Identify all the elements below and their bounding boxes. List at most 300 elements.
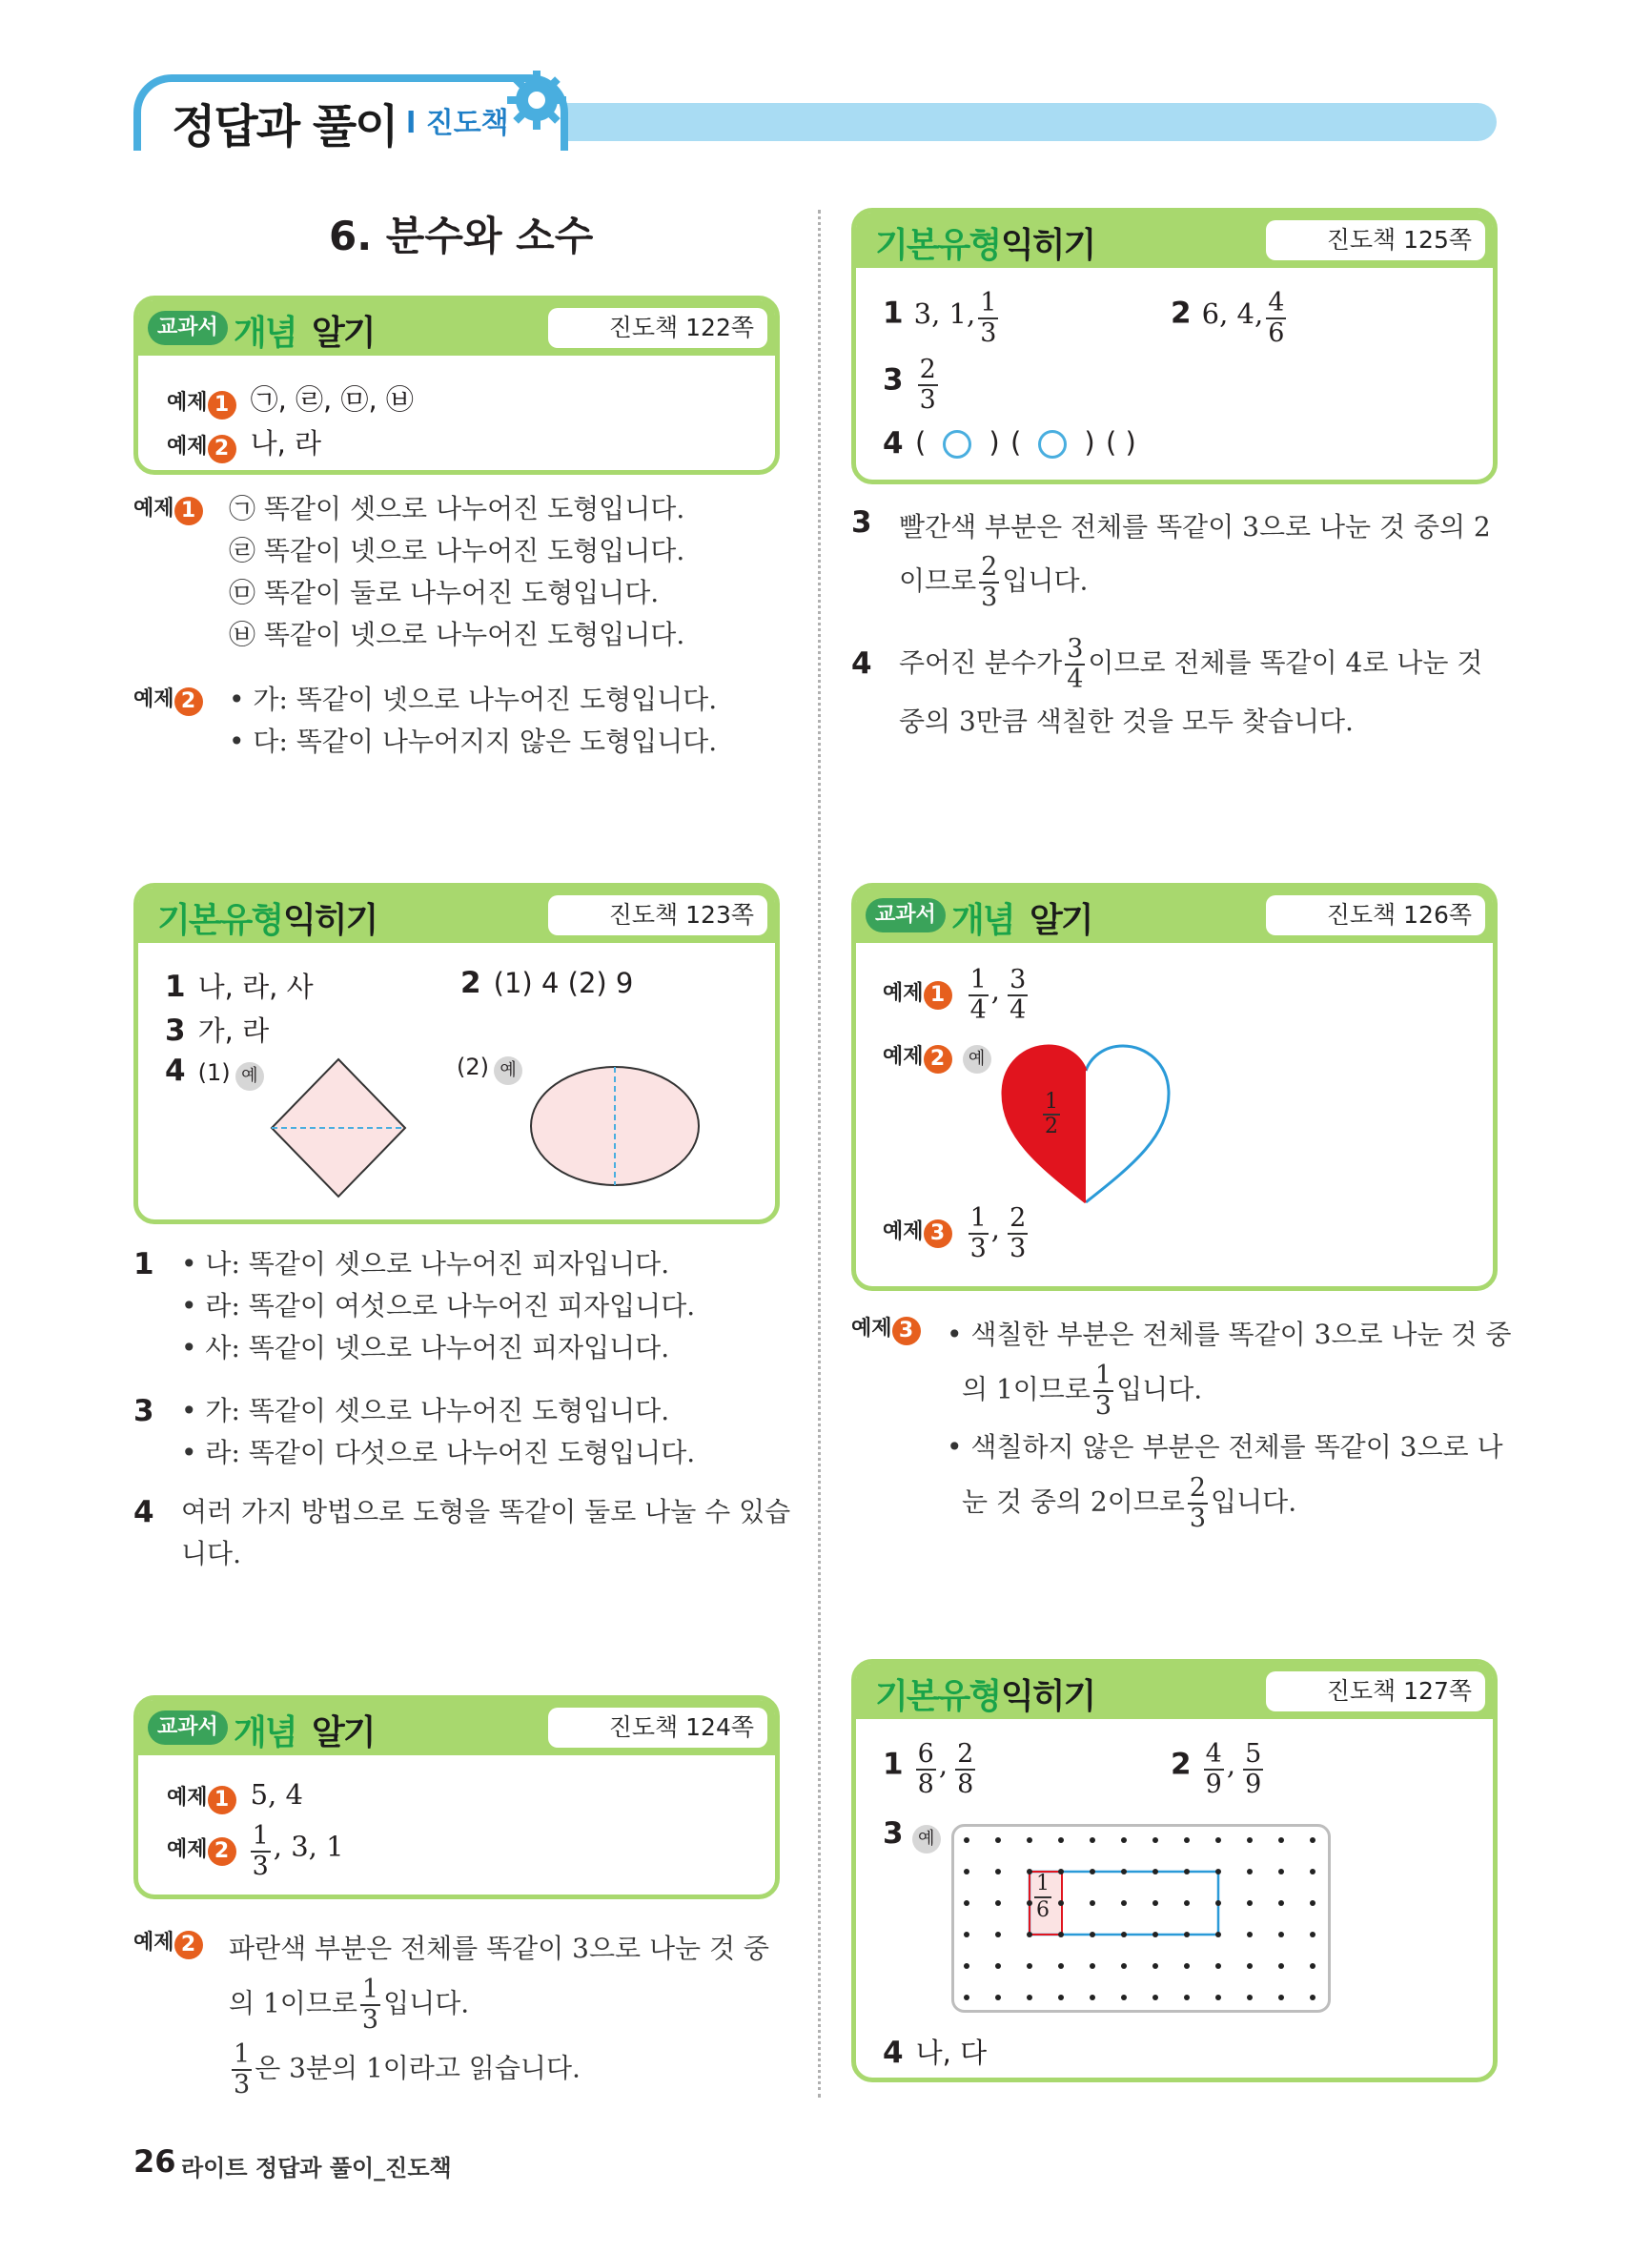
heart-figure	[999, 1040, 1173, 1208]
grid-dot	[1184, 1837, 1190, 1843]
grid-dot	[995, 1963, 1001, 1969]
grid-dot	[1058, 1963, 1064, 1969]
explanation-example-2	[133, 683, 203, 716]
explanation-line: • 색칠하지 않은 부분은 전체를 똑같이 3으로 나	[947, 1431, 1503, 1463]
question-4-row	[883, 2032, 987, 2071]
numerator: 1	[234, 2039, 251, 2069]
box-header	[856, 888, 1493, 943]
grid-dot	[1215, 1995, 1221, 2000]
question-number: 4	[165, 1054, 186, 1088]
question-number: 2	[460, 966, 481, 1000]
box-title-basic-type: 기본유형	[157, 901, 283, 940]
example-label: 예제	[133, 497, 174, 521]
box-title-know: 알기	[312, 314, 375, 353]
fraction	[360, 1976, 380, 2035]
question-2-row	[1171, 1740, 1266, 1799]
grid-dot	[1058, 1837, 1064, 1843]
grid-dot	[1278, 1995, 1284, 2000]
page-reference: 진도책 123쪽	[548, 895, 767, 935]
numerator: 1	[969, 1203, 987, 1233]
fraction	[918, 356, 938, 415]
grid-dot	[1278, 1963, 1284, 1969]
question-1-answer: 나, 라, 사	[197, 971, 314, 1003]
example-marker: 예	[235, 1062, 264, 1091]
explanation-line	[947, 1362, 1511, 1421]
explanation-question-3	[181, 1390, 695, 1474]
question-number: 2	[1171, 1747, 1192, 1782]
box-title-concept: 개념	[234, 314, 296, 353]
fraction	[1093, 1362, 1113, 1421]
fraction	[916, 1740, 936, 1799]
example-1-answer-row	[167, 1778, 303, 1814]
explanation-line: ㉥ 똑같이 넷으로 나누어진 도형입니다.	[229, 619, 685, 650]
fraction	[1008, 1204, 1028, 1263]
example-label: 예제	[851, 1317, 892, 1341]
comma: ,	[1226, 1748, 1236, 1781]
example-label: 예제	[883, 1045, 924, 1069]
box-title-practice: 익히기	[1001, 1677, 1095, 1716]
chapter-title: 6. 분수와 소수	[329, 213, 594, 259]
explanation-question-4	[181, 1491, 790, 1575]
denominator: 9	[1245, 1770, 1262, 1799]
example-number-badge: 1	[208, 1786, 236, 1814]
grid-dot	[1184, 1900, 1190, 1906]
denominator: 3	[981, 583, 998, 612]
textbook-tag: 교과서	[866, 898, 946, 932]
ellipse-figure	[524, 1059, 705, 1193]
explanation-example-3	[851, 1312, 921, 1345]
grid-dot	[1121, 1932, 1127, 1937]
explanation-question-4	[899, 635, 1482, 749]
question-4-part-2-row	[457, 1054, 522, 1085]
grid-dot	[1058, 1900, 1064, 1906]
grid-dot	[1027, 1932, 1032, 1937]
example-marker: 예	[912, 1825, 941, 1854]
question-1-row	[883, 1740, 978, 1799]
explanation-line: • 라: 똑같이 여섯으로 나누어진 피자입니다.	[181, 1290, 696, 1321]
fraction	[969, 966, 989, 1025]
text-part: 입니다.	[1211, 1485, 1297, 1518]
grid-dot	[1310, 1963, 1315, 1969]
fraction	[1266, 289, 1286, 348]
grid-dot	[1027, 1837, 1032, 1843]
grid-dot	[1090, 1995, 1095, 2000]
numerator: 1	[980, 288, 997, 317]
box-title-know: 알기	[1030, 901, 1092, 940]
grid-dot	[1121, 1900, 1127, 1906]
numerator: 5	[1245, 1739, 1262, 1769]
example-label: 예제	[167, 1837, 208, 1862]
text-part: 입니다.	[383, 1987, 470, 2019]
grid-dot	[1184, 1995, 1190, 2000]
example-1-answer: ㉠, ㉣, ㉤, ㉥	[250, 383, 414, 416]
question-number: 1	[883, 1747, 904, 1782]
question-4-answer-parens: ( ) ( ) ( )	[915, 426, 1136, 459]
explanation-example-2-text	[229, 679, 717, 763]
question-1-row	[883, 289, 1001, 348]
grid-dot	[1184, 1932, 1190, 1937]
box-title-basic-type: 기본유형	[875, 226, 1001, 265]
example-2-answer-row	[167, 1822, 344, 1881]
comma: ,	[938, 1748, 948, 1781]
example-2-answer-rest: , 3, 1	[273, 1830, 344, 1863]
fraction	[251, 1822, 271, 1881]
example-marker: 예	[494, 1056, 522, 1085]
example-number-badge: 1	[208, 391, 236, 420]
grid-dot	[1247, 1869, 1253, 1874]
heart-fraction	[1040, 1091, 1063, 1138]
explanation-line	[899, 553, 1491, 612]
example-label: 예제	[133, 1931, 174, 1955]
grid-dot	[1090, 1900, 1095, 1906]
dot-grid-figure	[951, 1824, 1333, 2015]
grid-dot	[1121, 1837, 1127, 1843]
grid-dot	[1090, 1869, 1095, 1874]
grid-dot	[1310, 1900, 1315, 1906]
grid-dot	[995, 1932, 1001, 1937]
text-part: 입니다.	[1002, 564, 1089, 597]
explanation-line	[899, 635, 1482, 694]
footer-text: 라이트 정답과 풀이_진도책	[181, 2155, 452, 2181]
question-3-row	[883, 356, 941, 415]
column-divider	[818, 210, 821, 2098]
grid-dot	[1278, 1932, 1284, 1937]
grid-dot	[1278, 1837, 1284, 1843]
example-number-badge: 3	[892, 1317, 921, 1345]
comma: ,	[990, 1212, 1001, 1245]
explanation-line: • 색칠한 부분은 전체를 똑같이 3으로 나눈 것 중	[947, 1319, 1512, 1350]
example-label: 예제	[167, 391, 208, 415]
grid-dot	[1215, 1869, 1221, 1874]
numerator: 2	[919, 355, 936, 384]
question-number: 4	[133, 1495, 154, 1529]
grid-dot	[995, 1837, 1001, 1843]
numerator: 4	[1205, 1739, 1222, 1769]
concept-box-124	[133, 1695, 780, 1899]
grid-dot	[1310, 1932, 1315, 1937]
fraction	[1188, 1474, 1208, 1533]
grid-dot	[1152, 1869, 1158, 1874]
question-number: 3	[851, 505, 872, 540]
empty-parens: ( )	[1106, 426, 1136, 459]
text-part: 의 1이므로	[962, 1373, 1091, 1405]
text-part: 주어진 분수가	[899, 646, 1063, 679]
grid-dot	[1215, 1932, 1221, 1937]
denominator: 3	[361, 2005, 379, 2035]
explanation-example-2	[133, 1926, 203, 1959]
text-part: 이므로	[899, 564, 977, 597]
fraction	[978, 289, 998, 348]
explanation-example-2-text	[229, 1922, 769, 2099]
grid-dot	[964, 1932, 969, 1937]
grid-dot	[1310, 1869, 1315, 1874]
fraction	[969, 1204, 989, 1263]
explanation-line: • 라: 똑같이 다섯으로 나누어진 도형입니다.	[181, 1437, 696, 1468]
page-header-subtitle: l 진도책	[406, 107, 509, 140]
question-2-answer: 6, 4,	[1201, 297, 1264, 330]
explanation-line: 파란색 부분은 전체를 똑같이 3으로 나눈 것 중	[229, 1933, 769, 1964]
text-part: 눈 것 중의 2이므로	[962, 1485, 1185, 1518]
numerator: 2	[1189, 1473, 1207, 1503]
box-title-concept: 개념	[234, 1713, 296, 1752]
grid-dot	[964, 1963, 969, 1969]
diamond-figure	[262, 1052, 415, 1204]
explanation-line: • 나: 똑같이 셋으로 나누어진 피자입니다.	[181, 1248, 670, 1280]
box-title-know: 알기	[312, 1713, 375, 1752]
grid-dot	[1058, 1932, 1064, 1937]
numerator: 2	[981, 552, 998, 582]
grid-dot	[1152, 1900, 1158, 1906]
page-reference: 진도책 126쪽	[1266, 895, 1485, 935]
grid-dot	[964, 1869, 969, 1874]
numerator: 1	[361, 1975, 379, 2004]
circle-mark-icon	[943, 430, 971, 459]
text-part: 의 1이므로	[229, 1987, 357, 2019]
question-3-answer: 가, 라	[197, 1014, 270, 1047]
explanation-line	[229, 2040, 769, 2099]
question-2-row	[1171, 289, 1289, 348]
grid-dot	[1090, 1932, 1095, 1937]
question-number: 3	[133, 1394, 154, 1428]
box-header	[138, 300, 775, 356]
explanation-line: • 다: 똑같이 나누어지지 않은 도형입니다.	[229, 726, 718, 757]
example-1-answer-row	[167, 379, 414, 420]
grid-dot	[964, 1900, 969, 1906]
explanation-example-1-text	[229, 488, 684, 656]
question-number: 1	[165, 970, 186, 1004]
question-number: 3	[165, 1014, 186, 1048]
grid-dot	[1058, 1995, 1064, 2000]
box-title-practice: 익히기	[283, 901, 377, 940]
grid-dot	[964, 1995, 969, 2000]
denominator: 3	[234, 2070, 251, 2099]
question-4-row	[883, 426, 904, 461]
denominator: 3	[252, 1852, 269, 1881]
grid-dot	[1247, 1932, 1253, 1937]
example-2-answer: 나, 라	[250, 427, 322, 460]
example-number-badge: 1	[924, 981, 952, 1010]
numerator: 3	[1010, 965, 1027, 994]
text-part: 이므로 전체를 똑같이 4로 나눈 것	[1088, 646, 1483, 679]
practice-box-127	[851, 1659, 1498, 2082]
grid-dot	[1215, 1837, 1221, 1843]
denominator: 8	[917, 1770, 934, 1799]
explanation-line: ㉤ 똑같이 둘로 나누어진 도형입니다.	[229, 577, 660, 608]
explanation-example-1	[133, 492, 203, 525]
box-title-concept: 개념	[951, 901, 1014, 940]
grid-dot	[1152, 1995, 1158, 2000]
fraction	[1204, 1740, 1224, 1799]
comma: ,	[990, 973, 1001, 1007]
question-1-answer: 3, 1,	[913, 297, 976, 330]
grid-dot	[1278, 1900, 1284, 1906]
grid-dot	[1121, 1995, 1127, 2000]
numerator: 1	[252, 1821, 269, 1851]
question-2-row	[460, 966, 633, 1000]
grid-dot	[1310, 1995, 1315, 2000]
denominator: 6	[1036, 1898, 1050, 1922]
numerator: 3	[1067, 634, 1084, 664]
fraction	[979, 553, 999, 612]
explanation-line: • 가: 똑같이 넷으로 나누어진 도형입니다.	[229, 684, 718, 715]
example-number-badge: 2	[208, 1837, 236, 1866]
grid-dot	[1152, 1932, 1158, 1937]
question-number: 4	[851, 646, 872, 681]
fraction	[1034, 1872, 1051, 1923]
example-label: 예제	[883, 981, 924, 1006]
explanation-example-3-text	[947, 1308, 1511, 1533]
text-part: 입니다.	[1116, 1373, 1203, 1405]
fraction	[232, 2040, 252, 2099]
box-header	[856, 213, 1493, 268]
grid-dot	[1152, 1837, 1158, 1843]
question-number: 3	[883, 1816, 904, 1851]
denominator: 3	[969, 1234, 987, 1263]
explanation-line: 빨간색 부분은 전체를 똑같이 3으로 나눈 것 중의 2	[899, 511, 1491, 543]
numerator: 1	[1045, 1090, 1058, 1114]
question-4-part-2: (2)	[457, 1054, 489, 1080]
example-number-badge: 2	[174, 1931, 203, 1959]
fraction	[1043, 1091, 1060, 1138]
concept-box-122	[133, 296, 780, 475]
denominator: 9	[1205, 1770, 1222, 1799]
concept-box-126	[851, 883, 1498, 1291]
explanation-question-1	[181, 1243, 695, 1369]
textbook-tag: 교과서	[148, 1710, 228, 1745]
numerator: 4	[1268, 288, 1285, 317]
grid-dot	[1247, 1837, 1253, 1843]
fraction	[1008, 966, 1028, 1025]
example-label: 예제	[133, 687, 174, 711]
grid-dot	[995, 1900, 1001, 1906]
example-label: 예제	[167, 435, 208, 459]
explanation-line	[947, 1474, 1511, 1533]
page-reference: 진도책 127쪽	[1266, 1671, 1485, 1711]
denominator: 4	[969, 995, 987, 1025]
denominator: 3	[1094, 1391, 1112, 1421]
gear-icon	[503, 67, 570, 133]
numerator: 6	[917, 1739, 934, 1769]
question-3-row	[165, 1010, 269, 1049]
question-4-part-1: (1)	[197, 1059, 231, 1086]
numerator: 1	[1094, 1361, 1112, 1390]
numerator: 2	[957, 1739, 974, 1769]
explanation-line: 니다.	[181, 1538, 241, 1569]
text-part: 은 3분의 1이라고 읽습니다.	[255, 2052, 581, 2084]
denominator: 3	[1189, 1504, 1207, 1533]
example-number-badge: 1	[174, 497, 203, 525]
denominator: 2	[1045, 1115, 1058, 1138]
example-number-badge: 2	[174, 687, 203, 716]
grid-dot	[1310, 1837, 1315, 1843]
grid-dot	[1215, 1963, 1221, 1969]
textbook-tag: 교과서	[148, 311, 228, 345]
box-header	[138, 1700, 775, 1755]
grid-fraction	[1031, 1872, 1054, 1923]
circle-mark-icon	[1038, 430, 1067, 459]
grid-dot	[995, 1995, 1001, 2000]
grid-dot	[1184, 1869, 1190, 1874]
explanation-line: 여러 가지 방법으로 도형을 똑같이 둘로 나눌 수 있습	[181, 1496, 791, 1527]
question-1-row	[165, 966, 314, 1005]
grid-dot	[1247, 1900, 1253, 1906]
question-4-answer: 나, 다	[915, 2037, 988, 2069]
question-number: 4	[883, 426, 904, 461]
grid-dot	[1090, 1837, 1095, 1843]
numerator: 1	[969, 965, 987, 994]
fraction	[955, 1740, 975, 1799]
numerator: 1	[1034, 1872, 1051, 1898]
grid-dot	[964, 1837, 969, 1843]
page-reference: 진도책 124쪽	[548, 1708, 767, 1748]
denominator: 3	[1010, 1234, 1027, 1263]
grid-dot	[1121, 1963, 1127, 1969]
page-header-title: 정답과 풀이	[172, 100, 398, 154]
question-number: 1	[133, 1247, 154, 1281]
question-3-row	[883, 1816, 941, 1854]
example-label: 예제	[167, 1786, 208, 1810]
grid-dot	[1090, 1963, 1095, 1969]
grid-dot	[1121, 1869, 1127, 1874]
fraction	[1243, 1740, 1263, 1799]
explanation-line: • 사: 똑같이 넷으로 나누어진 피자입니다.	[181, 1332, 670, 1363]
box-title-basic-type: 기본유형	[875, 1677, 1001, 1716]
explanation-question-3	[899, 502, 1491, 612]
grid-dot	[1247, 1995, 1253, 2000]
example-number-badge: 3	[924, 1219, 952, 1248]
example-1-answer: 5, 4	[250, 1778, 303, 1811]
explanation-line: ㉣ 똑같이 넷으로 나누어진 도형입니다.	[229, 535, 685, 566]
numerator: 2	[1010, 1203, 1027, 1233]
grid-dot	[1278, 1869, 1284, 1874]
grid-dot	[995, 1869, 1001, 1874]
example-3-answer-row	[883, 1204, 1030, 1263]
grid-dot	[1027, 1995, 1032, 2000]
example-1-answer-row	[883, 966, 1030, 1025]
example-label: 예제	[883, 1219, 924, 1244]
denominator: 3	[919, 385, 936, 415]
denominator: 3	[980, 318, 997, 348]
example-2-answer-row	[883, 1040, 991, 1074]
explanation-line: 중의 3만큼 색칠한 것을 모두 찾습니다.	[899, 706, 1354, 737]
question-number: 2	[1171, 296, 1192, 331]
explanation-line	[229, 1976, 769, 2035]
denominator: 8	[957, 1770, 974, 1799]
example-marker: 예	[963, 1045, 991, 1074]
fraction	[1065, 635, 1085, 694]
grid-dot	[1184, 1963, 1190, 1969]
page-number: 26	[133, 2143, 176, 2180]
question-number: 1	[883, 296, 904, 331]
grid-dot	[1152, 1963, 1158, 1969]
denominator: 4	[1067, 665, 1084, 694]
practice-box-123	[133, 883, 780, 1224]
box-header	[856, 1664, 1493, 1719]
example-number-badge: 2	[208, 435, 236, 463]
example-number-badge: 2	[924, 1045, 952, 1074]
question-number: 3	[883, 362, 904, 398]
grid-dot	[1247, 1963, 1253, 1969]
explanation-line: ㉠ 똑같이 셋으로 나누어진 도형입니다.	[229, 493, 685, 524]
page-reference: 진도책 122쪽	[548, 308, 767, 348]
grid-dot	[1027, 1963, 1032, 1969]
grid-dot	[1058, 1869, 1064, 1874]
question-4-row	[165, 1054, 264, 1091]
practice-box-125	[851, 208, 1498, 484]
grid-dot	[1215, 1900, 1221, 1906]
page-reference: 진도책 125쪽	[1266, 220, 1485, 260]
question-2-answer: (1) 4 (2) 9	[493, 967, 634, 999]
